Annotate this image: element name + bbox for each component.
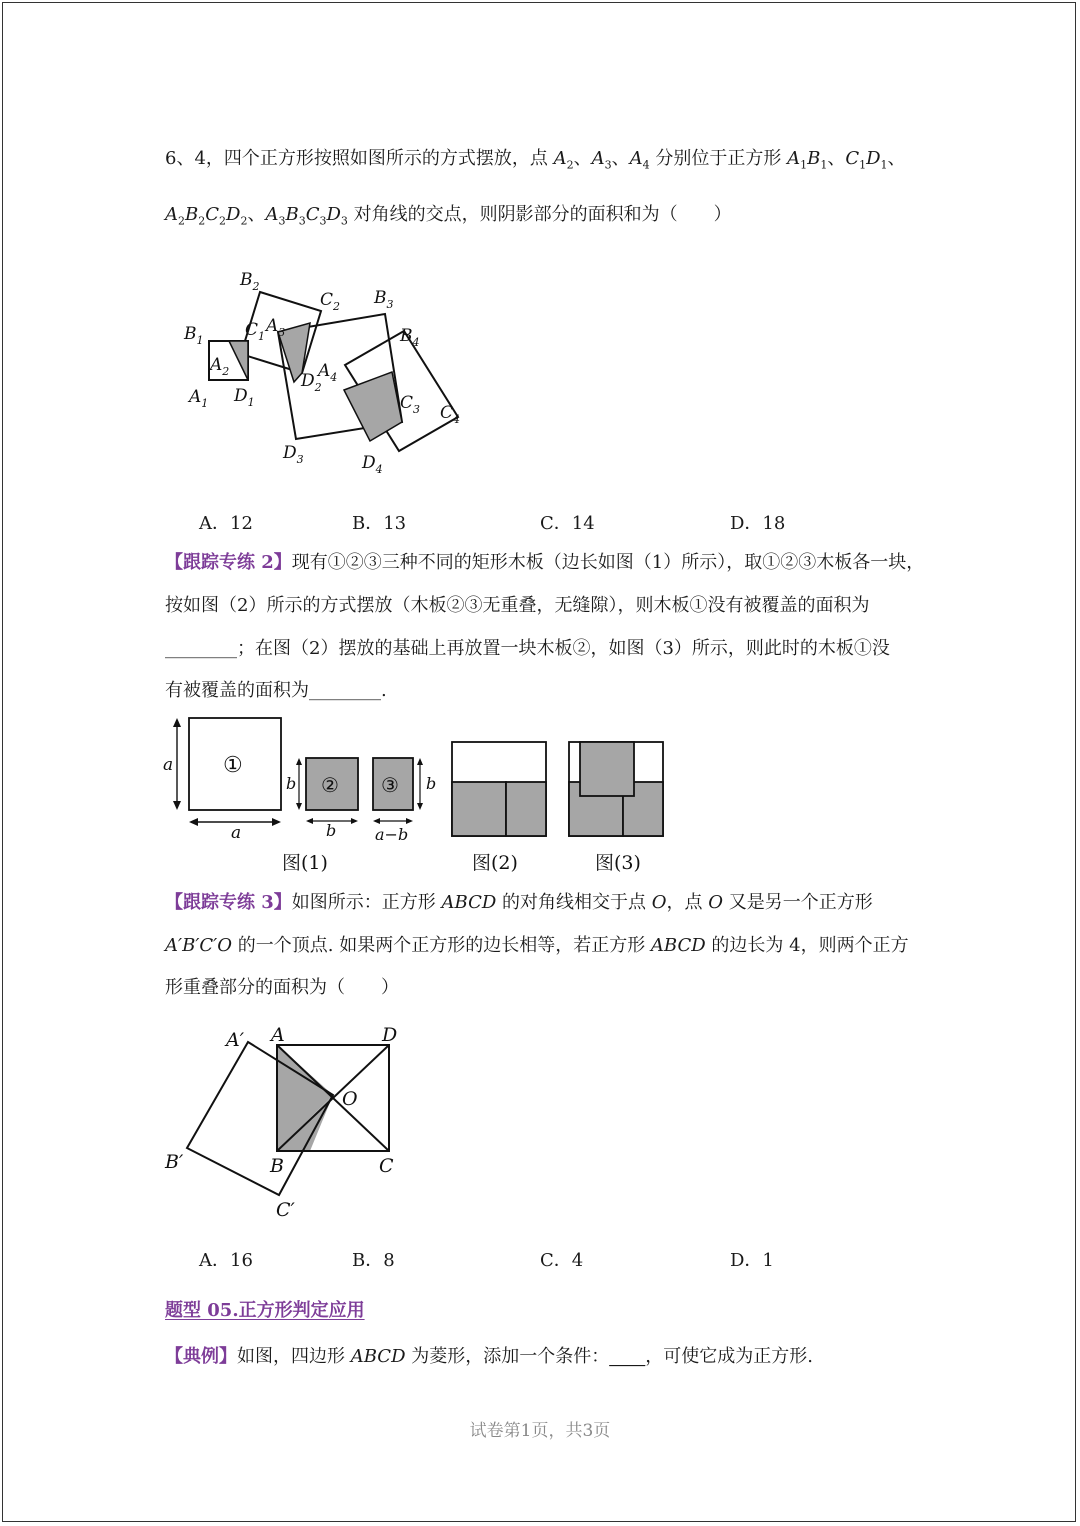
t2-line-2: 按如图（2）所示的方式摆放（木板②③无重叠，无缝隙），则木板①没有被覆盖的面积为 <box>165 595 870 616</box>
label-c4: $C_4$ <box>440 403 461 426</box>
label-d: D <box>382 1024 398 1046</box>
label-d3: $D_3$ <box>283 443 304 466</box>
label-a2: $A_2$ <box>210 355 230 378</box>
t3-figure <box>160 1022 420 1222</box>
t2-blank-1[interactable]: ________ <box>165 638 237 659</box>
label-a-bottom: a <box>231 823 242 843</box>
t2-figure <box>160 712 670 882</box>
t3-tag: 【跟踪专练 3】 <box>165 892 292 913</box>
t2-line-4: 有被覆盖的面积为________. <box>165 680 387 701</box>
label-a1: $A_1$ <box>189 387 209 410</box>
t5-line: 【典例】如图，四边形 ABCD 为菱形，添加一个条件：____，可使它成为正方形. <box>165 1346 813 1367</box>
t3-line-3: 形重叠部分的面积为（ ） <box>165 977 399 998</box>
fig2-board-3 <box>506 782 546 836</box>
t3-option-d[interactable]: D．1 <box>730 1250 774 1271</box>
label-b4: $B_4$ <box>400 326 420 349</box>
t2-tag: 【跟踪专练 2】 <box>165 552 292 573</box>
label-c-prime: C′ <box>276 1199 295 1221</box>
q6-option-a[interactable]: A．12 <box>199 513 253 534</box>
label-d2: $D_2$ <box>301 371 322 394</box>
label-b-2-bottom: b <box>326 821 337 840</box>
t2-line-3: ________；在图（2）摆放的基础上再放置一块木板②，如图（3）所示，则此时的木板①没 <box>165 638 890 659</box>
label-c3: $C_3$ <box>400 393 421 416</box>
t3-option-c[interactable]: C．4 <box>540 1250 584 1271</box>
t2-line-1: 【跟踪专练 2】现有①②③三种不同的矩形木板（边长如图（1）所示），取①②③木板各一块， <box>165 552 925 573</box>
label-b-2: b <box>286 774 297 793</box>
label-c2: $C_2$ <box>320 290 341 313</box>
label-d4: $D_4$ <box>362 453 383 476</box>
page-footer: 试卷第1页，共3页 <box>469 1421 611 1441</box>
label-board-3: ③ <box>381 773 399 797</box>
label-b3: $B_3$ <box>374 288 394 311</box>
label-b-prime: B′ <box>165 1151 184 1173</box>
shade-1 <box>229 341 248 380</box>
fig3-board-2b <box>580 742 634 796</box>
fig2-board-2 <box>452 782 506 836</box>
q6-line-1: 6、4，四个正方形按照如图所示的方式摆放，点 $A_2$、$A_3$、$A_4$ 分别位于正方形 $A_1B_1$、$C_1D_1$、 <box>165 148 906 172</box>
t3-line-2: A′B′C′O 的一个顶点. 如果两个正方形的边长相等，若正方形 ABCD 的边长为 4，则两个正方 <box>165 935 909 956</box>
label-a3: $A_3$ <box>266 316 286 339</box>
label-b2: $B_2$ <box>240 270 260 293</box>
t5-blank[interactable]: ____ <box>609 1346 646 1367</box>
label-d1: $D_1$ <box>234 386 255 409</box>
label-a4: $A_4$ <box>318 361 338 384</box>
label-c: C <box>379 1155 394 1177</box>
q6-figure <box>170 255 490 485</box>
label-a-minus-b: a−b <box>375 825 409 844</box>
label-a: A <box>271 1024 285 1046</box>
label-b1: $B_1$ <box>184 324 204 347</box>
label-o: O <box>342 1088 358 1110</box>
label-b: B <box>270 1155 284 1177</box>
caption-fig-2: 图(2) <box>472 852 518 874</box>
label-b-3: b <box>426 774 437 793</box>
t2-blank-2[interactable]: ________ <box>309 680 381 701</box>
label-c1: $C_1$ <box>245 320 266 343</box>
q6-option-b[interactable]: B．13 <box>352 513 407 534</box>
caption-fig-3: 图(3) <box>595 852 641 874</box>
label-a-side: a <box>163 755 174 775</box>
q6-option-d[interactable]: D．18 <box>730 513 786 534</box>
label-board-1: ① <box>223 753 243 778</box>
section-heading: 题型 05.正方形判定应用 <box>165 1300 365 1321</box>
t3-option-a[interactable]: A．16 <box>199 1250 253 1271</box>
label-a-prime: A′ <box>226 1029 245 1051</box>
t5-tag: 【典例】 <box>165 1346 237 1367</box>
t3-option-b[interactable]: B．8 <box>352 1250 395 1271</box>
q6-line-2: $A_2B_2C_2D_2$、$A_3B_3C_3D_3$ 对角线的交点，则阴影部分的面积和为（ ） <box>165 204 732 228</box>
caption-fig-1: 图(1) <box>282 852 328 874</box>
t3-line-1: 【跟踪专练 3】如图所示：正方形 ABCD 的对角线相交于点 O，点 O 又是另一个正方形 <box>165 892 873 913</box>
label-board-2: ② <box>321 773 339 797</box>
q6-option-c[interactable]: C．14 <box>540 513 595 534</box>
